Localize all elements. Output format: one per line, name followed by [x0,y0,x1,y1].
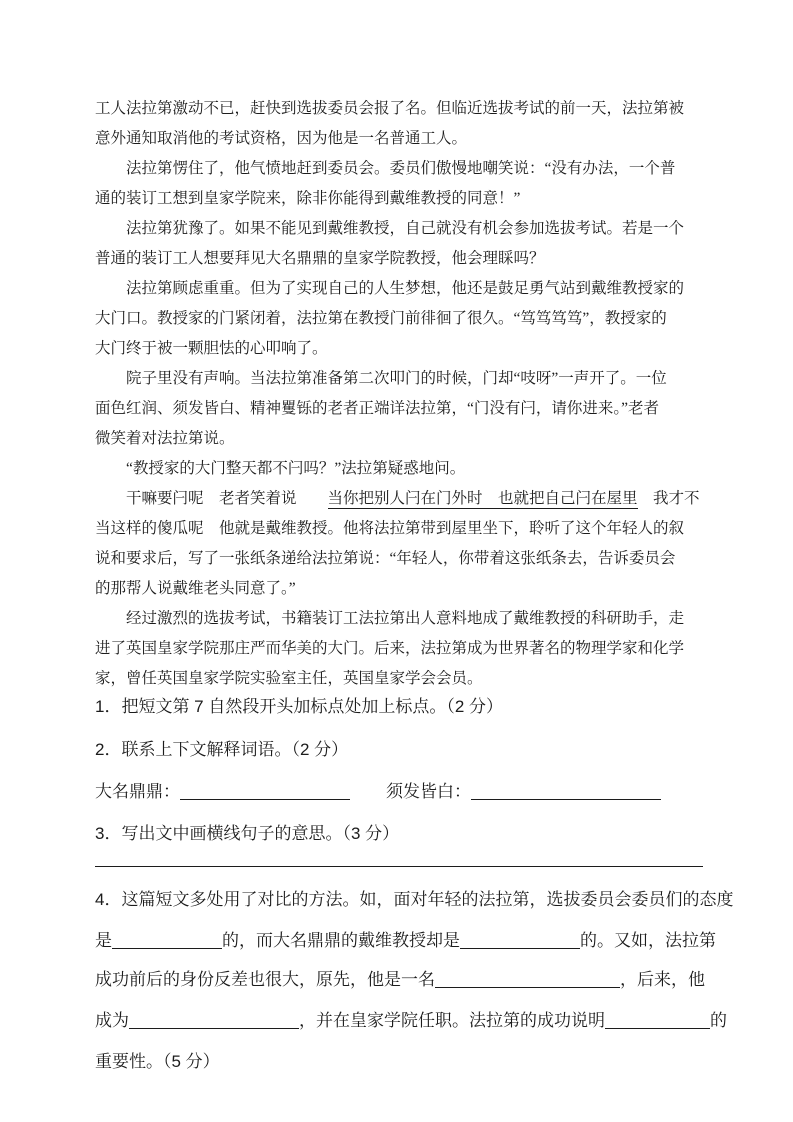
passage-line: 法拉第顾虑重重。但为了实现自己的人生梦想，他还是鼓足勇气站到戴维教授家的 [95,280,685,297]
passage-line: 进了英国皇家学院那庄严而华美的大门。后来，法拉第成为世界著名的物理学家和化学 [95,640,685,657]
passage-line-with-underline [95,484,711,514]
passage-line: 的那帮人说戴维老头同意了。” [95,580,296,597]
question-4-line-2 [95,928,716,954]
passage-line: 面色红润、须发皆白、精神矍铄的老者正端详法拉第，“门没有闩，请你进来。”老者 [95,400,660,417]
answer-blank [112,931,222,949]
passage-line: 大门口。教授家的门紧闭着，法拉第在教授门前徘徊了很久。“笃笃笃笃”，教授家的 [95,310,667,327]
question-4-line-3 [95,967,711,993]
passage-line: 经过激烈的选拔考试，书籍装订工法拉第出人意料地成了戴维教授的科研助手，走 [95,610,685,627]
passage-line: 法拉第犹豫了。如果不能见到戴维教授，自己就没有机会参加选拔考试。若是一个 [95,220,685,237]
question-3: 3．写出文中画横线句子的意思。（3 分） [95,824,400,843]
question-text: 的，而大名鼎鼎的戴维教授却是 [222,931,460,950]
passage-line: “教授家的大门整天都不闩吗？”法拉第疑惑地问。 [95,460,466,477]
answer-blank [180,782,350,800]
question-2: 2．联系上下文解释词语。（2 分） [95,740,349,759]
passage-line: 通的装订工想到皇家学院来，除非你能得到戴维教授的同意！” [95,190,521,207]
answer-blank [605,1011,710,1029]
question-text: 是 [95,931,112,950]
question-4-line-5: 重要性。（5 分） [95,1052,220,1071]
answer-line [95,866,703,867]
passage-line: 大门终于被一颗胆怯的心叩响了。 [95,340,328,357]
passage-text: 干嘛要闩呢 老者笑着说 [95,490,328,507]
vocab-term-2: 须发皆白： [386,782,471,801]
question-1: 1．把短文第 7 自然段开头加标点处加上标点。（2 分） [95,697,504,716]
question-4-line-1: 4．这篇短文多处用了对比的方法。如，面对年轻的法拉第，选拔委员会委员们的态度 [95,890,734,909]
question-text: 的。又如，法拉第 [580,931,716,950]
vocab-term-1: 大名鼎鼎： [95,782,180,801]
passage-line: 意外通知取消他的考试资格，因为他是一名普通工人。 [95,130,468,147]
answer-blank [435,970,620,988]
question-text: ，后来，他 [620,970,705,989]
passage-line: 工人法拉第激动不已，赶快到选拔委员会报了名。但临近选拔考试的前一天，法拉第被 [95,100,685,117]
question-text: 成功前后的身份反差也很大，原先，他是一名 [95,970,435,989]
question-text: 成为 [95,1011,129,1030]
answer-blank [129,1011,299,1029]
vocab-row [95,779,711,805]
underlined-sentence: 当你把别人闩在门外时 也就把自己闩在屋里 [327,490,638,507]
passage-line: 普通的装订工人想要拜见大名鼎鼎的皇家学院教授，他会理睬吗？ [95,250,545,267]
passage-line: 微笑着对法拉第说。 [95,430,235,447]
question-text: ，并在皇家学院任职。法拉第的成功说明 [299,1011,605,1030]
question-4-line-4 [95,1008,727,1034]
passage-line: 说和要求后，写了一张纸条递给法拉第说：“年轻人，你带着这张纸条去，告诉委员会 [95,550,676,567]
passage-line: 家，曾任英国皇家学院实验室主任，英国皇家学会会员。 [95,670,483,687]
passage-line: 院子里没有声响。当法拉第准备第二次叩门的时候，门却“吱呀”一声开了。一位 [95,370,667,387]
passage-line: 当这样的傻瓜呢 他就是戴维教授。他将法拉第带到屋里坐下，聆听了这个年轻人的叙 [95,520,685,537]
passage-line: 法拉第愣住了，他气愤地赶到委员会。委员们傲慢地嘲笑说：“没有办法，一个普 [95,160,676,177]
reading-passage [95,94,711,694]
question-text: 的 [710,1011,727,1030]
answer-blank [460,931,580,949]
passage-text: 我才不 [637,490,700,507]
answer-blank [471,782,661,800]
